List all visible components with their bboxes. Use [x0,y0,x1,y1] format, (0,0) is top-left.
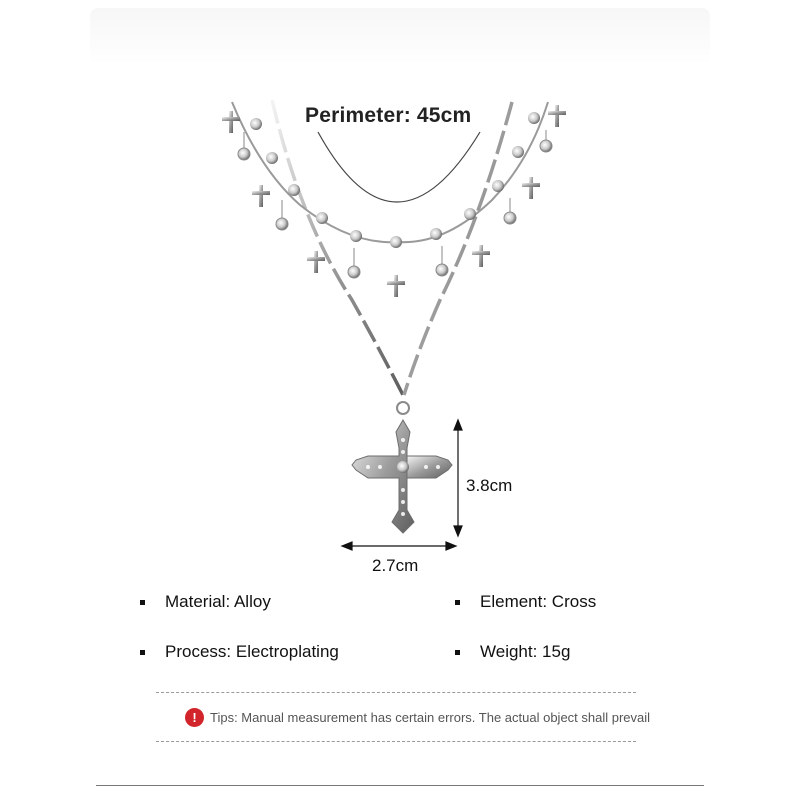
spec-process-text: Process: Electroplating [165,642,339,661]
square-bullet-icon [140,600,145,605]
long-chain [272,100,403,395]
spec-material-text: Material: Alloy [165,592,271,611]
small-crosses [222,105,566,297]
tips-note [185,708,650,727]
perimeter-arc [318,132,480,202]
perimeter-label: Perimeter: 45cm [305,104,472,127]
square-bullet-icon [140,650,145,655]
spec-element [455,592,596,612]
spec-weight [455,642,570,662]
spec-weight-text: Weight: 15g [480,642,571,661]
spec-process [140,642,339,662]
height-label: 3.8cm [466,476,513,495]
height-arrow [454,420,462,536]
dashed-divider-bottom [156,741,636,742]
width-label: 2.7cm [372,556,419,575]
warning-icon: ! [185,708,204,727]
square-bullet-icon [455,650,460,655]
spec-element-text: Element: Cross [480,592,597,611]
square-bullet-icon [455,600,460,605]
bottom-rule [96,785,704,786]
spec-material [140,592,271,612]
width-arrow [342,542,456,550]
long-chain-right [404,102,512,395]
dashed-divider-top [156,692,636,693]
cross-pendant [352,402,452,533]
tips-text: Tips: Manual measurement has certain errors. The actual object shall prevail [210,710,651,725]
